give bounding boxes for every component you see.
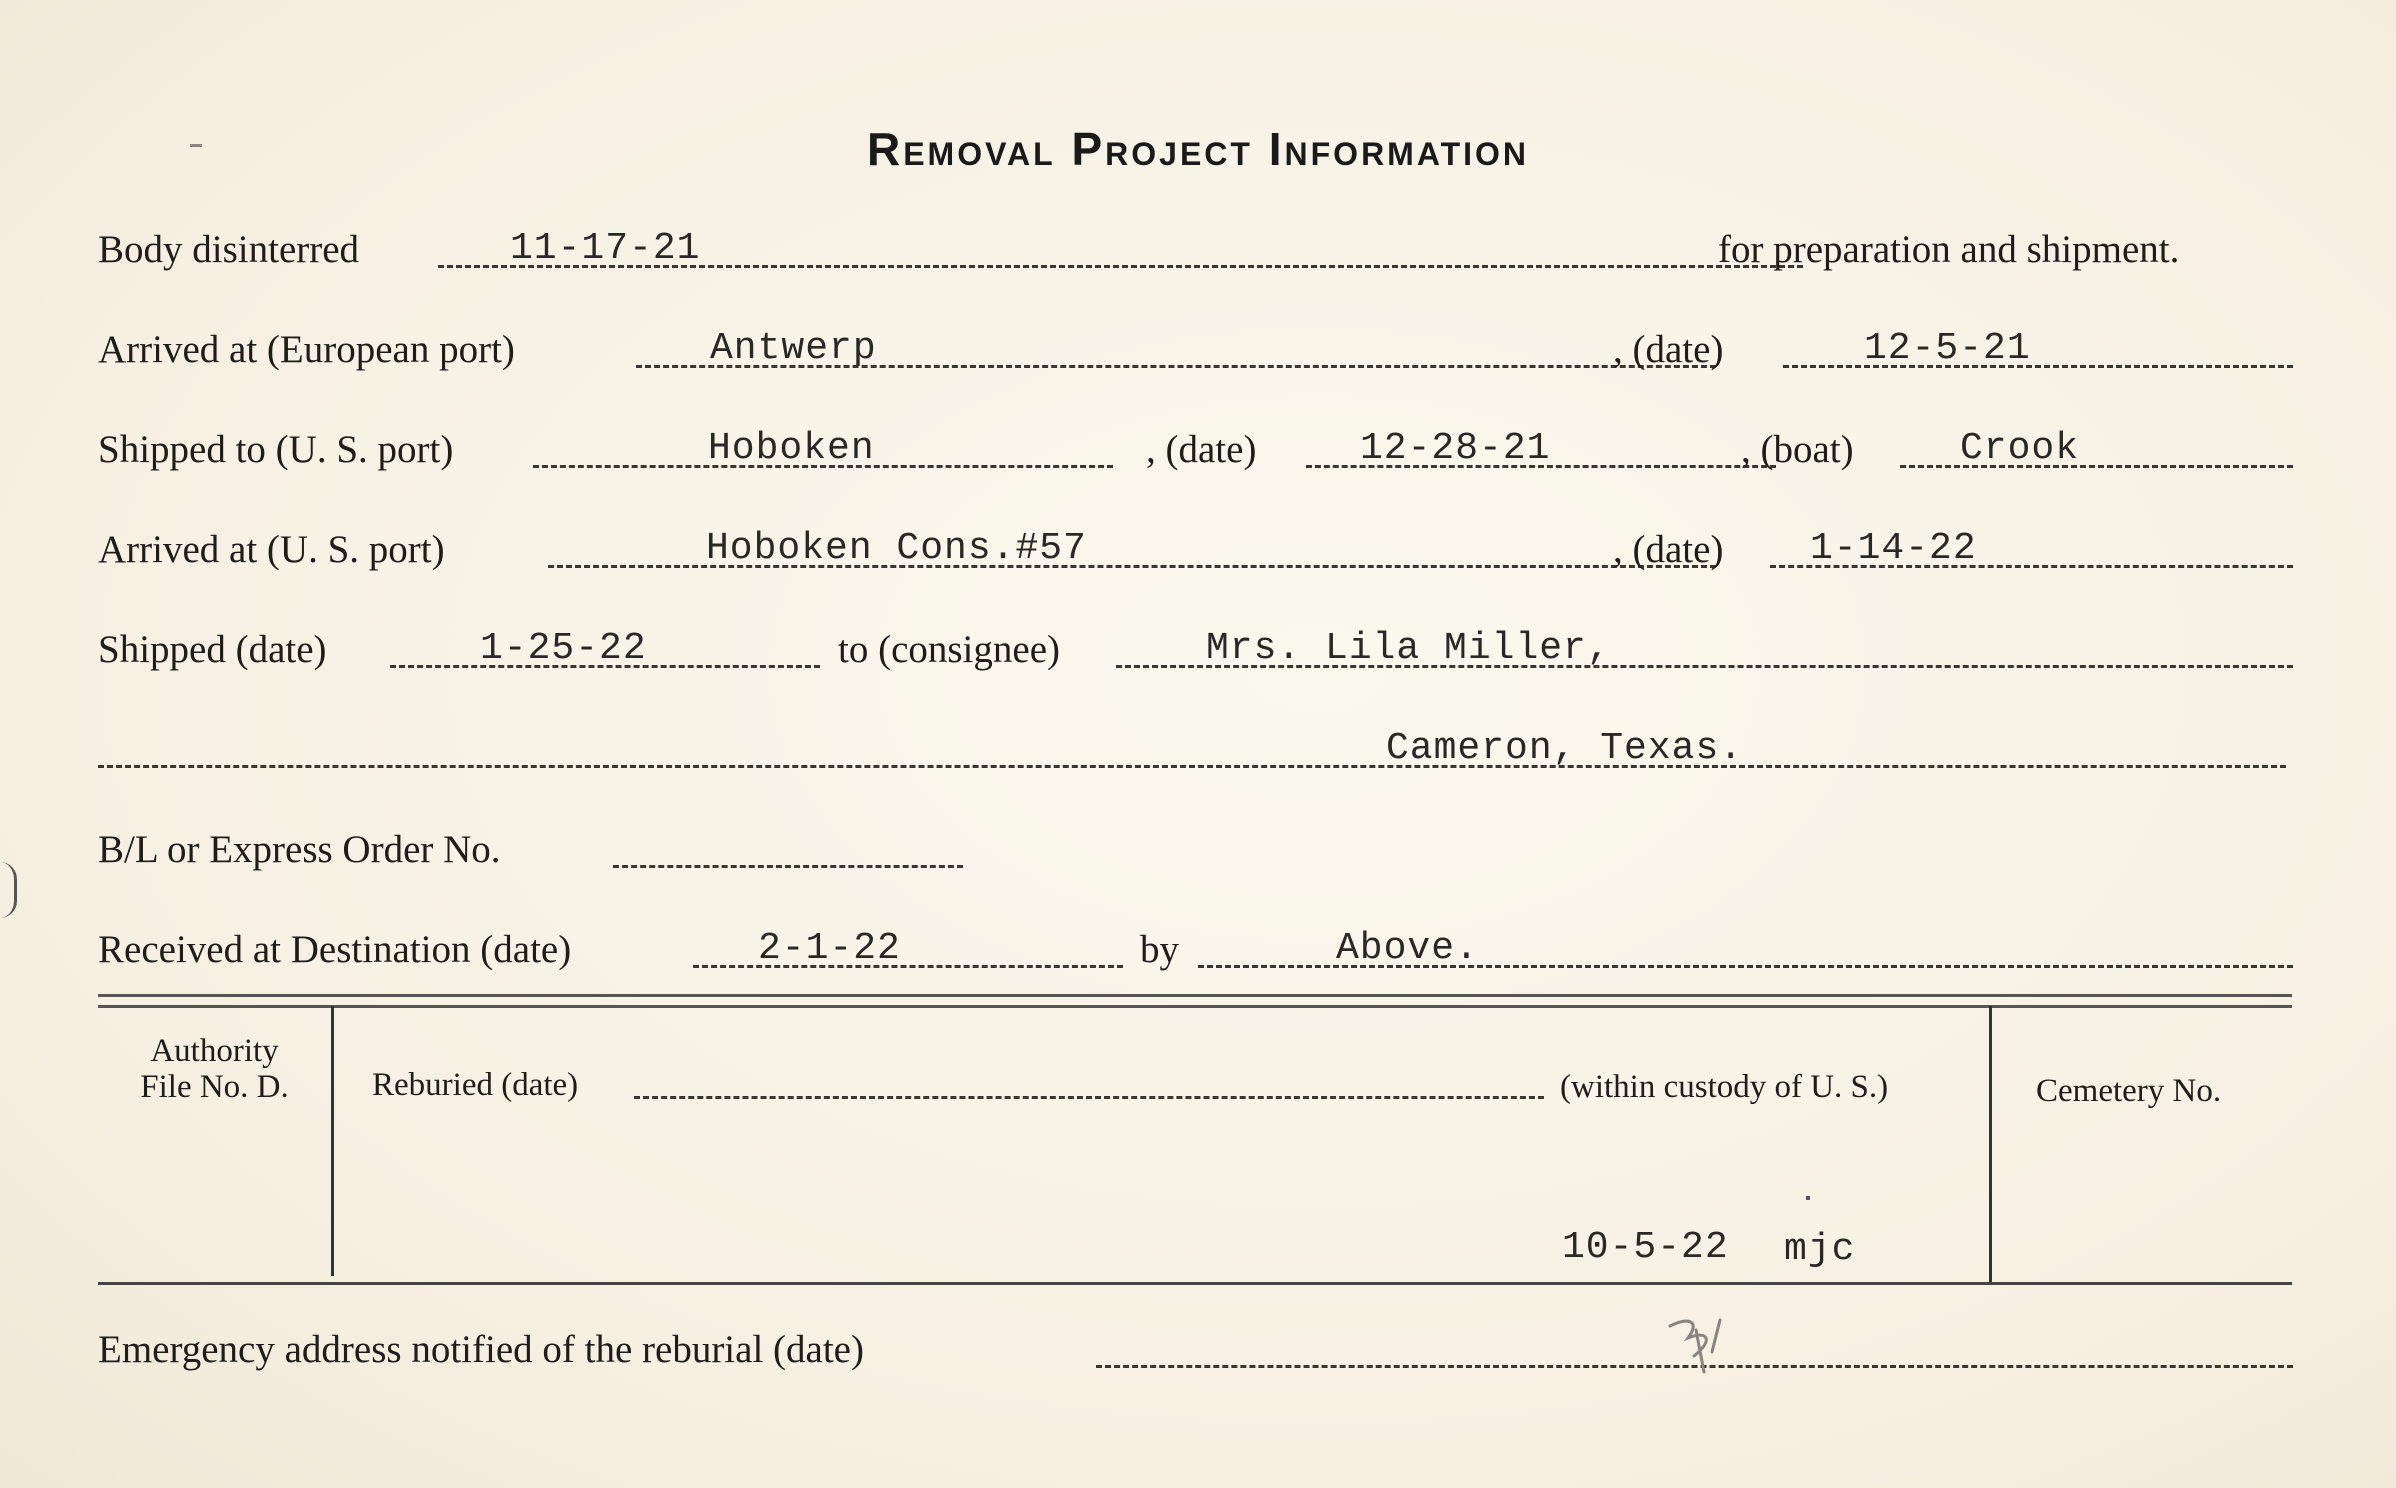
european-port-date: 12-5-21 <box>1864 327 2031 370</box>
shipped-us-port-boat-line <box>1900 465 2293 468</box>
bl-label: B/L or Express Order No. <box>98 828 501 871</box>
margin-bracket-mark <box>0 862 17 918</box>
shipped-us-port-boat: Crook <box>1960 427 2080 470</box>
row-european-port <box>98 322 2298 382</box>
arrived-us-port-date-label: , (date) <box>1613 528 1724 571</box>
european-port-value: Antwerp <box>710 327 877 370</box>
shipped-us-port-boat-label: , (boat) <box>1741 428 1854 471</box>
received-label: Received at Destination (date) <box>98 928 572 971</box>
disinterred-label: Body disinterred <box>98 228 360 271</box>
reburied-label: Reburied (date) <box>372 1067 579 1103</box>
row-emergency <box>98 1322 2298 1382</box>
consignee-value: Mrs. Lila Miller, <box>1206 627 1611 670</box>
authority-label-line1: Authority <box>150 1033 279 1069</box>
row-shipped <box>98 622 2298 682</box>
bl-line <box>613 865 963 868</box>
row-received <box>98 922 2298 982</box>
arrived-us-port-label: Arrived at (U. S. port) <box>98 528 445 571</box>
stamp-initials: mjc <box>1784 1228 1856 1271</box>
shipped-us-port-label: Shipped to (U. S. port) <box>98 428 454 471</box>
section-divider <box>98 994 2292 1008</box>
european-port-date-line <box>1783 365 2293 368</box>
shipped-date: 1-25-22 <box>480 627 647 670</box>
stray-mark <box>190 144 202 147</box>
european-port-date-label: , (date) <box>1613 328 1724 371</box>
card-title: Removal Project Information <box>866 123 1530 175</box>
disinterred-value: 11-17-21 <box>510 227 701 270</box>
row-shipped-us-port <box>98 422 2298 482</box>
shipped-us-port-date-label: , (date) <box>1146 428 1257 471</box>
consignee-label: to (consignee) <box>838 628 1061 671</box>
box-divider-left <box>331 1006 334 1276</box>
shipped-us-port-value: Hoboken <box>708 427 875 470</box>
consignee-address-line <box>98 765 2286 768</box>
shipped-us-port-date: 12-28-21 <box>1360 427 1551 470</box>
reburied-line <box>634 1096 1544 1099</box>
arrived-us-port-value: Hoboken Cons.#57 <box>706 527 1087 570</box>
stamp-date: 10-5-22 <box>1562 1226 1729 1269</box>
row-consignee-address <box>98 722 2298 782</box>
european-port-label: Arrived at (European port) <box>98 328 515 371</box>
received-by: Above. <box>1336 927 1479 970</box>
row-bl <box>98 822 2298 882</box>
received-date: 2-1-22 <box>758 927 901 970</box>
shipped-label: Shipped (date) <box>98 628 327 671</box>
emergency-label: Emergency address notified of the reburial (date) <box>98 1328 864 1371</box>
cemetery-label: Cemetery No. <box>2036 1073 2222 1109</box>
authority-label-line2: File No. D. <box>140 1069 289 1105</box>
authority-label <box>98 1033 331 1105</box>
consignee-address: Cameron, Texas. <box>1386 727 1744 770</box>
received-by-label: by <box>1140 928 1179 971</box>
row-arrived-us-port <box>98 522 2298 582</box>
pencil-mark-icon <box>1660 1312 1740 1388</box>
box-divider-right <box>1989 1006 1992 1282</box>
arrived-us-port-date: 1-14-22 <box>1810 527 1977 570</box>
stray-dot <box>1806 1196 1810 1200</box>
custody-label: (within custody of U. S.) <box>1560 1069 1889 1105</box>
box-bottom-rule <box>98 1282 2292 1285</box>
row-disinterred <box>98 222 2298 282</box>
disinterred-suffix: for preparation and shipment. <box>1718 228 2180 271</box>
